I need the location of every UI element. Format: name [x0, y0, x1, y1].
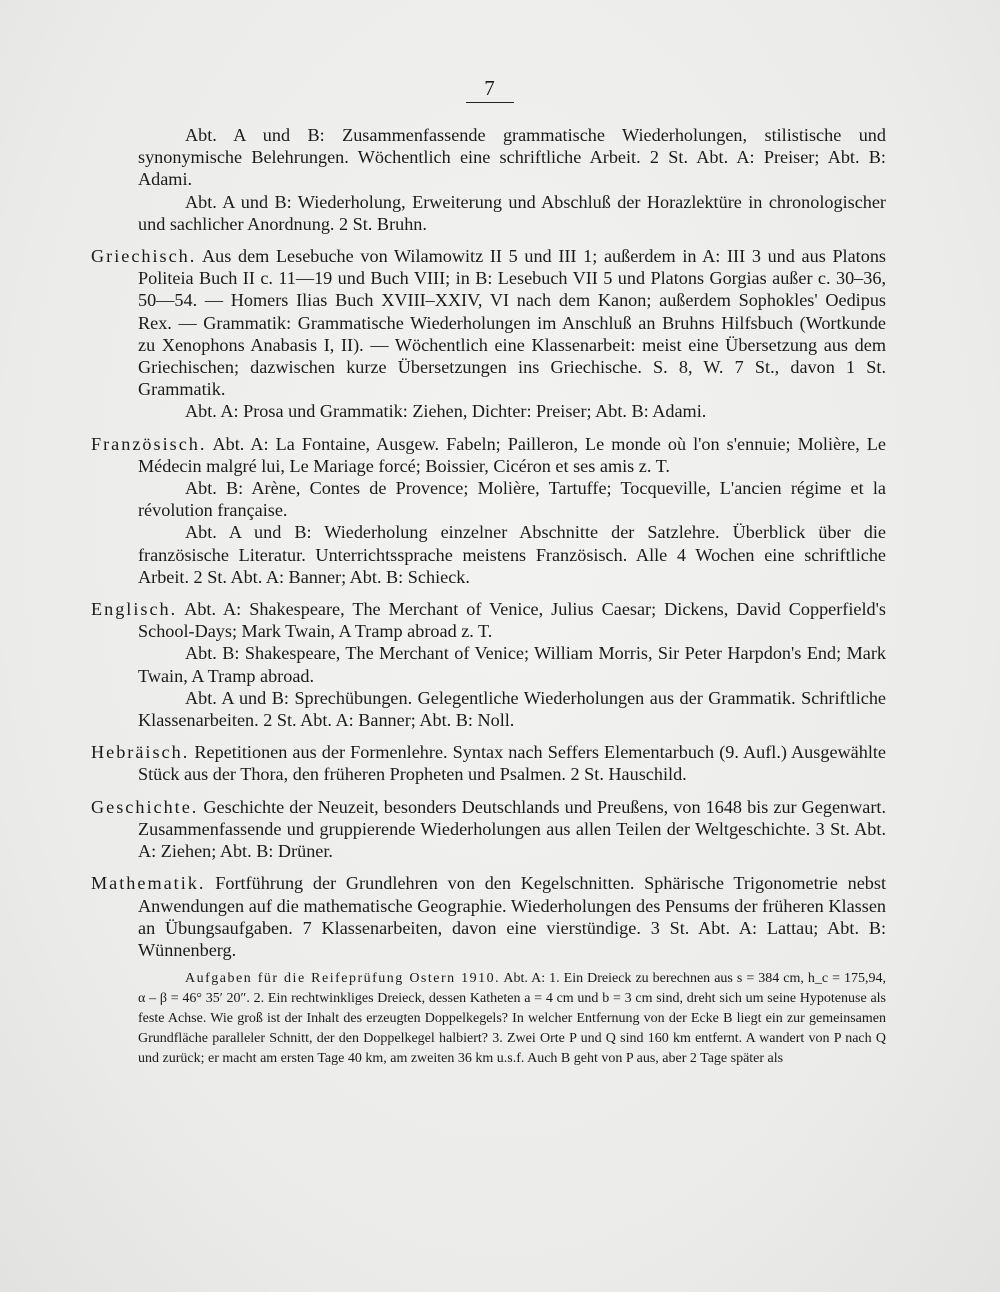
franzoesisch-sub-1: Abt. B: Arène, Contes de Provence; Molière, Tartuffe; Tocqueville, L'ancien régime et la révolution française. — [138, 478, 886, 521]
latin-paragraph-2: Abt. A und B: Wiederholung, Erweiterung und Abschluß der Horazlektüre in chronologischer und sachlicher Anordnung. 2 St. Bruhn. — [138, 191, 886, 234]
section-text: Aus dem Lesebuche von Wilamowitz II 5 und III 1; außerdem in A: III 3 und aus Platons Politeia Buch II c. 11—19 und Buch VIII; in B: Lesebuch VII 5 und Platons Gorgias außer c. 30–36, 50—54. — Homers Ilias Buch XVIII–XXIV, VI nach dem Kanon; außerdem Sophokles' Oedipus Rex. — Grammatik: Grammatische Wiederholungen im Anschluß an Bruhns Hilfsbuch (Wortkunde zu Xenophons Anabasis I, II). — Wöchentlich eine Klassenarbeit: meist eine Übersetzung aus dem Griechischen; dazwischen kurze Übersetzungen ins Griechische. S. 8, W. 7 St., davon 1 St. Grammatik. — [138, 246, 887, 400]
section-franzoesisch — [91, 433, 886, 477]
section-heading: Französisch. — [91, 433, 207, 454]
section-text: Abt. A: Shakespeare, The Merchant of Venice, Julius Caesar; Dickens, David Copperfield's School-Days; Mark Twain, A Tramp abroad z. T. — [138, 599, 886, 642]
section-geschichte — [91, 796, 886, 863]
griechisch-sub: Abt. A: Prosa und Grammatik: Ziehen, Dichter: Preiser; Abt. B: Adami. — [185, 401, 707, 422]
section-text: Repetitionen aus der Formenlehre. Syntax nach Seffers Elementarbuch (9. Aufl.) Ausgewählte Stück aus der Thora, den früheren Propheten und Psalmen. 2 St. Hauschild. — [138, 742, 887, 785]
section-text: Fortführung der Grundlehren von den Kegelschnitten. Sphärische Trigonometrie nebst Anwendungen auf die mathematische Geographie. Wiederholungen des Pensums der früheren Klassen an Übungsaufgaben. 7 Klassenarbeiten, davon eine vierstündige. 3 St. Abt. A: Lattau; Abt. B: Wünnenberg. — [138, 873, 886, 960]
section-mathematik — [91, 872, 886, 961]
section-heading: Griechisch. — [91, 246, 197, 267]
franzoesisch-sub-2: Abt. A und B: Wiederholung einzelner Abschnitte der Satzlehre. Überblick über die französische Literatur. Unterrichtssprache meistens Französisch. Alle 4 Wochen eine schriftliche Arbeit. 2 St. Abt. A: Banner; Abt. B: Schieck. — [138, 522, 886, 587]
section-englisch — [91, 598, 886, 642]
section-griechisch — [91, 245, 887, 400]
section-heading: Hebräisch. — [91, 742, 190, 763]
section-heading: Mathematik. — [91, 873, 206, 894]
section-text: Abt. A: La Fontaine, Ausgew. Fabeln; Pailleron, Le monde où l'on s'ennuie; Molière, Le Médecin malgré lui, Le Mariage forcé; Boissier, Cicéron et ses amis z. T. — [138, 433, 886, 476]
section-text: Geschichte der Neuzeit, besonders Deutschlands und Preußens, von 1648 bis zur Gegenwart. Zusammenfassende und gruppierende Wiederholungen aus allen Teilen der Weltgeschichte. 3 St. Abt. A: Ziehen; Abt. B: Drüner. — [138, 796, 886, 862]
page-number: 7 — [466, 76, 514, 103]
note-heading: Aufgaben für die Reifeprüfung Ostern 1910. — [185, 971, 501, 987]
section-hebraeisch — [91, 741, 887, 785]
note-text: Abt. A: 1. Ein Dreieck zu berechnen aus s = 384 cm, h_c = 175,94, α – β = 46° 35′ 20″. 2. Ein rechtwinkliges Dreieck, dessen Katheten a = 4 cm und b = 3 cm sind, dreht sich um seine Hypotenuse als feste Achse. Wie groß ist der Inhalt des erzeugten Doppelkegels? In welcher Entfernung von der Ecke B liegt ein zur gemeinsamen Grundfläche paralleler Schnitt, der den Doppelkegel halbiert? 3. Zwei Orte P und Q sind 160 km entfernt. A wandert von P nach Q und zurück; er macht am ersten Tage 40 km, am zweiten 36 km u.s.f. Auch B geht von P aus, aber 2 Tage später als — [138, 971, 886, 1067]
latin-paragraph-1: Abt. A und B: Zusammenfassende grammatische Wiederholungen, stilistische und synonymische Belehrungen. Wöchentlich eine schriftliche Arbeit. 2 St. Abt. A: Preiser; Abt. B: Adami. — [138, 125, 886, 190]
page-body — [91, 124, 887, 1069]
englisch-sub-2: Abt. A und B: Sprechübungen. Gelegentliche Wiederholungen aus der Grammatik. Schriftliche Klassenarbeiten. 2 St. Abt. A: Banner; Abt. B: Noll. — [138, 687, 886, 731]
reifepruefung-note — [138, 969, 886, 1069]
section-heading: Geschichte. — [91, 796, 199, 817]
englisch-sub-1: Abt. B: Shakespeare, The Merchant of Venice; William Morris, Sir Peter Harpdon's End; Mark Twain, A Tramp abroad. — [138, 643, 886, 686]
section-heading: Englisch. — [91, 599, 178, 620]
